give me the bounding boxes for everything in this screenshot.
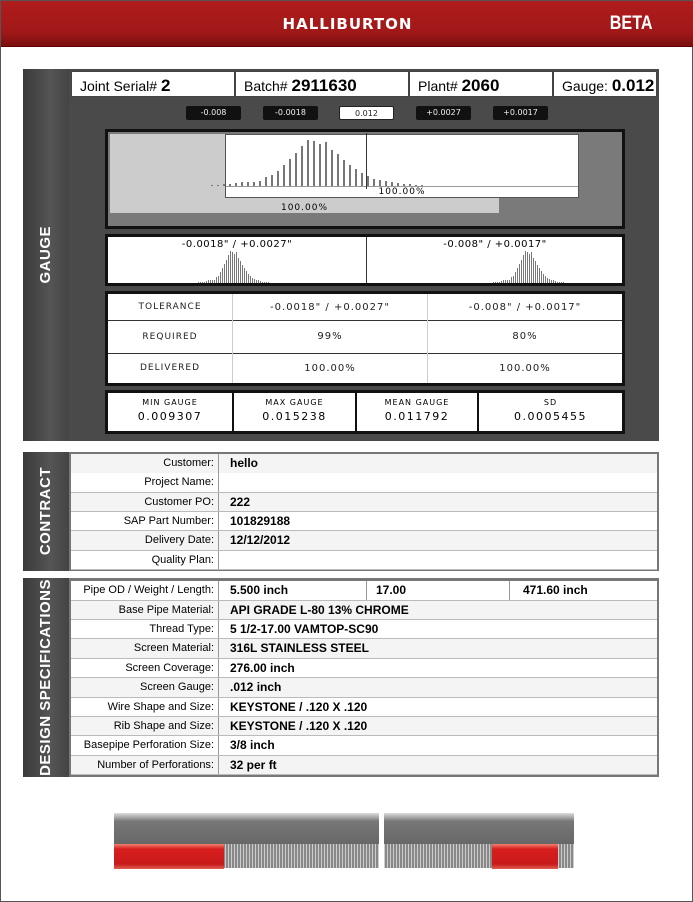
- mini-histogram-bar: [226, 260, 227, 283]
- design-row: Screen Gauge: .012 inch: [71, 678, 657, 698]
- design-row: Screen Coverage: 276.00 inch: [71, 659, 657, 679]
- mini-histogram-bar: [493, 282, 494, 283]
- gauge-section: [23, 69, 659, 441]
- inner-tolerance-band: [225, 134, 579, 198]
- mini-histogram-bar: [202, 282, 203, 283]
- histogram-bar: [211, 185, 213, 186]
- contract-row: SAP Part Number: 101829188: [71, 512, 657, 532]
- tag-lower-1: -0.0018: [263, 106, 318, 120]
- tag-nominal: 0.012: [339, 106, 394, 120]
- screen-pipe-illustration: [114, 801, 574, 871]
- histogram-bar: [343, 160, 345, 186]
- mini-histogram-bar: [234, 254, 235, 283]
- design-row: Thread Type: 5 1/2-17.00 VAMTOP-SC90: [71, 620, 657, 640]
- contract-section-label: [23, 452, 69, 571]
- histogram-bar: [319, 144, 321, 186]
- contract-row: Quality Plan:: [71, 551, 657, 571]
- delivered-2: 100.00%: [499, 362, 551, 374]
- pipe-row: Pipe OD / Weight / Length: 5.500 inch 17.00 471.60 inch: [71, 581, 657, 601]
- design-row: Number of Perforations: 32 per ft: [71, 756, 657, 776]
- mini-bars-1: [198, 249, 273, 283]
- mini-histogram-bar: [521, 260, 522, 283]
- mini-histogram-bar: [547, 278, 548, 283]
- mini-histogram-bar: [537, 265, 538, 283]
- histogram-bar: [235, 183, 237, 186]
- mini-histogram-bar: [236, 252, 237, 283]
- mini-histogram-bar: [258, 280, 259, 283]
- histogram-bar: [295, 153, 297, 186]
- joint-serial: Joint Serial# 2: [71, 71, 235, 97]
- stat-min-gauge: MIN GAUGE 0.009307: [108, 393, 234, 431]
- mini-histogram-bar: [260, 281, 261, 283]
- histogram-bar: [301, 146, 303, 186]
- tag-upper-2: +0.0017: [493, 106, 548, 120]
- inner-pct: 100.00%: [378, 187, 426, 197]
- delivered-1: 100.00%: [233, 353, 428, 383]
- required-1: 99%: [233, 320, 428, 353]
- design-row: Screen Material: 316L STAINLESS STEEL: [71, 639, 657, 659]
- stat-max-gauge: MAX GAUGE 0.015238: [234, 393, 357, 431]
- histogram-bar: [217, 185, 219, 186]
- design-section-title: DESIGN SPECIFICATIONS: [37, 579, 54, 776]
- beta-badge: BETA: [609, 13, 653, 34]
- histogram-bar: [283, 165, 285, 186]
- mini-histogram-bar: [238, 258, 239, 283]
- mini-histogram-bar: [240, 261, 241, 283]
- histogram-bar: [259, 181, 261, 186]
- histogram-bar: [367, 176, 369, 186]
- mini-histogram-1: [108, 237, 367, 283]
- mini-histogram-bar: [206, 281, 207, 283]
- histogram-bar: [253, 182, 255, 186]
- histogram-bar: [271, 175, 273, 186]
- mini-histogram-bar: [561, 282, 562, 283]
- histogram-bar: [265, 177, 267, 186]
- mini-histogram-bar: [543, 274, 544, 283]
- tag-lower-2: -0.008: [186, 106, 241, 120]
- contract-section: [23, 452, 659, 571]
- mini-histogram-bar: [499, 282, 500, 283]
- contract-section-title: CONTRACT: [37, 467, 54, 556]
- mini-histogram-bar: [509, 280, 510, 283]
- histogram-bar: [355, 169, 357, 186]
- tolerance-header: TOLERANCE: [108, 294, 233, 320]
- mini-histogram-bar: [539, 268, 540, 283]
- mini-histogram-bar: [523, 255, 524, 283]
- outer-pct: 100.00%: [280, 203, 329, 213]
- mini-histogram-bar: [246, 271, 247, 283]
- batch: Batch# 2911630: [235, 71, 409, 97]
- histogram-bar: [391, 182, 393, 186]
- design-row: Rib Shape and Size: KEYSTONE / .120 X .120: [71, 717, 657, 737]
- required-2: 80%: [512, 331, 538, 342]
- mini-title-1: -0.0018" / +0.0027": [181, 239, 293, 250]
- mini-histogram-bar: [511, 277, 512, 283]
- mini-histogram-bar: [525, 251, 526, 283]
- mini-histogram-bar: [208, 280, 209, 283]
- histogram-bar: [337, 154, 339, 186]
- histogram-bar: [379, 180, 381, 186]
- design-row: Base Pipe Material: API GRADE L-80 13% CHROME: [71, 601, 657, 621]
- histogram-bar: [415, 185, 417, 186]
- histogram-bar: [349, 165, 351, 186]
- mini-histograms: [105, 234, 625, 286]
- tolerance-table: [105, 291, 625, 386]
- histogram-bar: [331, 150, 333, 186]
- mini-histogram-bar: [230, 251, 231, 283]
- mini-bars-2: [493, 249, 568, 283]
- mini-histogram-bar: [555, 281, 556, 283]
- brand-logo: HALLIBURTON: [282, 15, 413, 33]
- design-row: Basepipe Perforation Size: 3/8 inch: [71, 736, 657, 756]
- mini-histogram-bar: [527, 252, 528, 283]
- design-section-label: [23, 578, 69, 777]
- mini-histogram-bar: [513, 276, 514, 283]
- mini-histogram-bar: [497, 282, 498, 283]
- contract-row: Customer: hello: [71, 454, 657, 474]
- histogram-bar: [403, 184, 405, 186]
- delivered-label: DELIVERED: [108, 353, 233, 383]
- mini-histogram-bar: [503, 280, 504, 283]
- mini-histogram-bar: [495, 282, 496, 283]
- main-histogram: [105, 129, 625, 229]
- mini-histogram-bar: [266, 282, 267, 283]
- histogram-bar: [229, 184, 231, 186]
- mini-histogram-2: [368, 237, 622, 283]
- mini-histogram-bar: [517, 268, 518, 283]
- mini-histogram-bar: [244, 268, 245, 283]
- mini-histogram-bar: [248, 274, 249, 283]
- mini-histogram-bar: [557, 282, 558, 283]
- mini-histogram-bar: [533, 258, 534, 283]
- mini-title-2: -0.008" / +0.0017": [443, 239, 547, 250]
- tolerance-2: -0.008" / +0.0017": [468, 301, 582, 313]
- contract-row: Project Name:: [71, 473, 657, 493]
- mini-histogram-bar: [204, 282, 205, 283]
- mini-histogram-bar: [563, 282, 564, 283]
- histogram-bar: [241, 182, 243, 186]
- mini-histogram-bar: [505, 280, 506, 283]
- histogram-bars: [226, 139, 578, 187]
- mini-histogram-bar: [220, 272, 221, 283]
- mini-histogram-bar: [541, 271, 542, 283]
- header-bar: [1, 1, 693, 47]
- mini-histogram-bar: [551, 280, 552, 283]
- required-label: REQUIRED: [108, 320, 233, 353]
- pipe-od: 5.500 inch: [230, 583, 289, 597]
- mini-histogram-bar: [200, 282, 201, 283]
- gauge-section-label: [23, 69, 69, 441]
- mini-histogram-bar: [210, 280, 211, 283]
- mini-histogram-bar: [515, 272, 516, 283]
- mini-histogram-bar: [254, 279, 255, 283]
- mini-histogram-bar: [268, 282, 269, 283]
- histogram-bar: [223, 184, 225, 186]
- mini-histogram-bar: [218, 276, 219, 283]
- contract-row: Delivery Date: 12/12/2012: [71, 531, 657, 551]
- stats-bar: [105, 390, 625, 434]
- histogram-bar: [409, 184, 411, 186]
- mini-histogram-bar: [549, 279, 550, 283]
- mini-histogram-bar: [553, 280, 554, 283]
- gauge-section-title: GAUGE: [37, 226, 54, 284]
- mini-histogram-bar: [545, 276, 546, 283]
- nominal-line: [366, 133, 367, 189]
- histogram-bar: [421, 185, 423, 186]
- mini-histogram-bar: [252, 278, 253, 283]
- histogram-bar: [385, 181, 387, 186]
- histogram-bar: [277, 171, 279, 186]
- histogram-bar: [361, 173, 363, 186]
- histogram-bar: [289, 159, 291, 186]
- mini-histogram-bar: [535, 261, 536, 283]
- mini-histogram-bar: [232, 252, 233, 283]
- tag-upper-1: +0.0027: [416, 106, 471, 120]
- histogram-bar: [307, 140, 309, 186]
- mini-histogram-bar: [531, 252, 532, 283]
- design-row: Wire Shape and Size: KEYSTONE / .120 X .120: [71, 698, 657, 718]
- mini-histogram-bar: [250, 276, 251, 283]
- mini-histogram-bar: [216, 277, 217, 283]
- mini-histogram-bar: [214, 280, 215, 283]
- mini-histogram-bar: [262, 282, 263, 283]
- plant: Plant# 2060: [409, 71, 553, 97]
- mini-histogram-bar: [264, 282, 265, 283]
- mini-histogram-bar: [224, 264, 225, 283]
- mini-histogram-bar: [507, 280, 508, 283]
- mini-histogram-bar: [529, 254, 530, 283]
- histogram-bar: [325, 142, 327, 186]
- stat-mean-gauge: MEAN GAUGE 0.011792: [357, 393, 479, 431]
- histogram-bar: [313, 141, 315, 186]
- histogram-bar: [247, 182, 249, 186]
- tolerance-1: -0.0018" / +0.0027": [233, 294, 428, 320]
- mini-histogram-bar: [222, 268, 223, 283]
- mini-histogram-bar: [519, 264, 520, 283]
- contract-row: Customer PO: 222: [71, 493, 657, 513]
- mini-histogram-bar: [256, 280, 257, 283]
- mini-histogram-bar: [212, 280, 213, 283]
- mini-histogram-bar: [559, 282, 560, 283]
- mini-histogram-bar: [242, 265, 243, 283]
- mini-histogram-bar: [501, 281, 502, 283]
- stat-sd: SD 0.0005455: [514, 398, 587, 423]
- design-section: [23, 578, 659, 777]
- pipe-weight: 17.00: [376, 583, 407, 597]
- histogram-bar: [373, 179, 375, 186]
- pipe-length: 471.60 inch: [523, 583, 588, 597]
- histogram-bar: [397, 183, 399, 186]
- gauge-value: Gauge: 0.012: [553, 71, 657, 97]
- mini-histogram-bar: [228, 255, 229, 283]
- mini-histogram-bar: [198, 282, 199, 283]
